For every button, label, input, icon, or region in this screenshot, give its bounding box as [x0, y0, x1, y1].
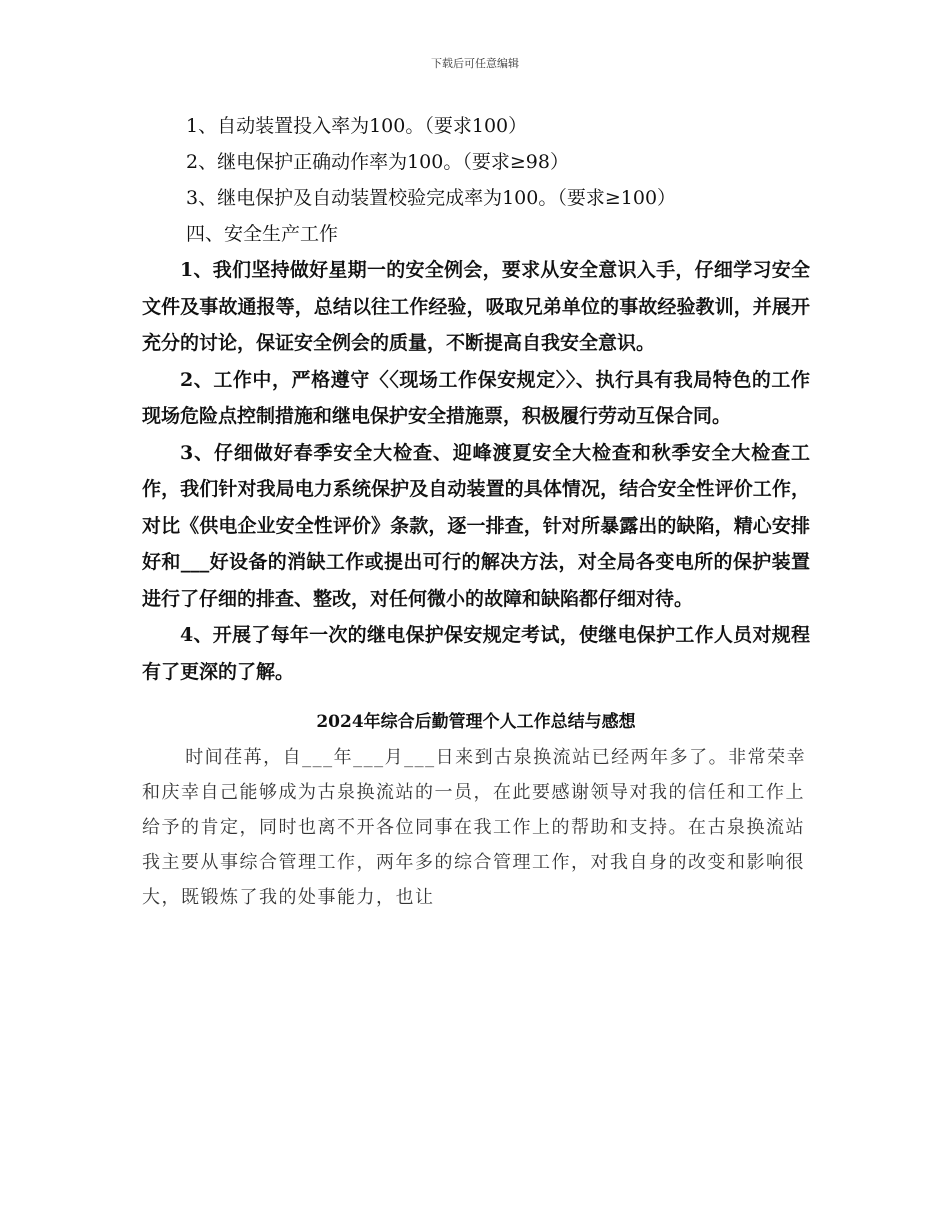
section-heading: 四、安全生产工作	[186, 223, 339, 245]
paragraph-3: 3、仔细做好春季安全大检查、迎峰渡夏安全大检查和秋季安全大检查工作，我们针对我局电力系统保护及自动装置的具体情况，结合安全性评价工作，对比《供电企业安全性评价》条款，逐一排查，针对所暴露出的缺陷，精心安排好和___好设备的消缺工作或提出可行的解决方法，对全局各变电所的保护装置进行了仔细的排查、整改，对任何微小的故障和缺陷都仔细对待。	[142, 441, 810, 610]
paragraph-4: 4、开展了每年一次的继电保护保安规定考试，使继电保护工作人员对规程有了更深的了解。	[142, 624, 810, 683]
list-item: 2、继电保护正确动作率为100。（要求≥98）	[186, 151, 569, 173]
list-item: 1、自动装置投入率为100。（要求100）	[186, 115, 528, 137]
header-note: 下载后可任意编辑	[431, 57, 519, 70]
paragraph-1: 1、我们坚持做好星期一的安全例会，要求从安全意识入手，仔细学习安全文件及事故通报等，总结以往工作经验，吸取兄弟单位的事故经验教训，并展开充分的讨论，保证安全例会的质量，不断提高自我安全意识。	[142, 259, 810, 354]
article-title: 2024年综合后勤管理个人工作总结与感想	[316, 712, 636, 732]
document-body	[142, 108, 810, 915]
list-item: 3、继电保护及自动装置校验完成率为100。（要求≥100）	[186, 187, 677, 209]
article-body: 时间荏苒，自___年___月___日来到古泉换流站已经两年多了。非常荣幸和庆幸自己能够成为古泉换流站的一员，在此要感谢领导对我的信任和工作上给予的肯定，同时也离不开各位同事在我工作上的帮助和支持。在古泉换流站我主要从事综合管理工作，两年多的综合管理工作，对我自身的改变和影响很大，既锻炼了我的处事能力，也让	[142, 747, 807, 908]
paragraph-2: 2、工作中，严格遵守〈〈现场工作保安规定〉〉、执行具有我局特色的工作现场危险点控制措施和继电保护安全措施票，积极履行劳动互保合同。	[142, 368, 810, 427]
